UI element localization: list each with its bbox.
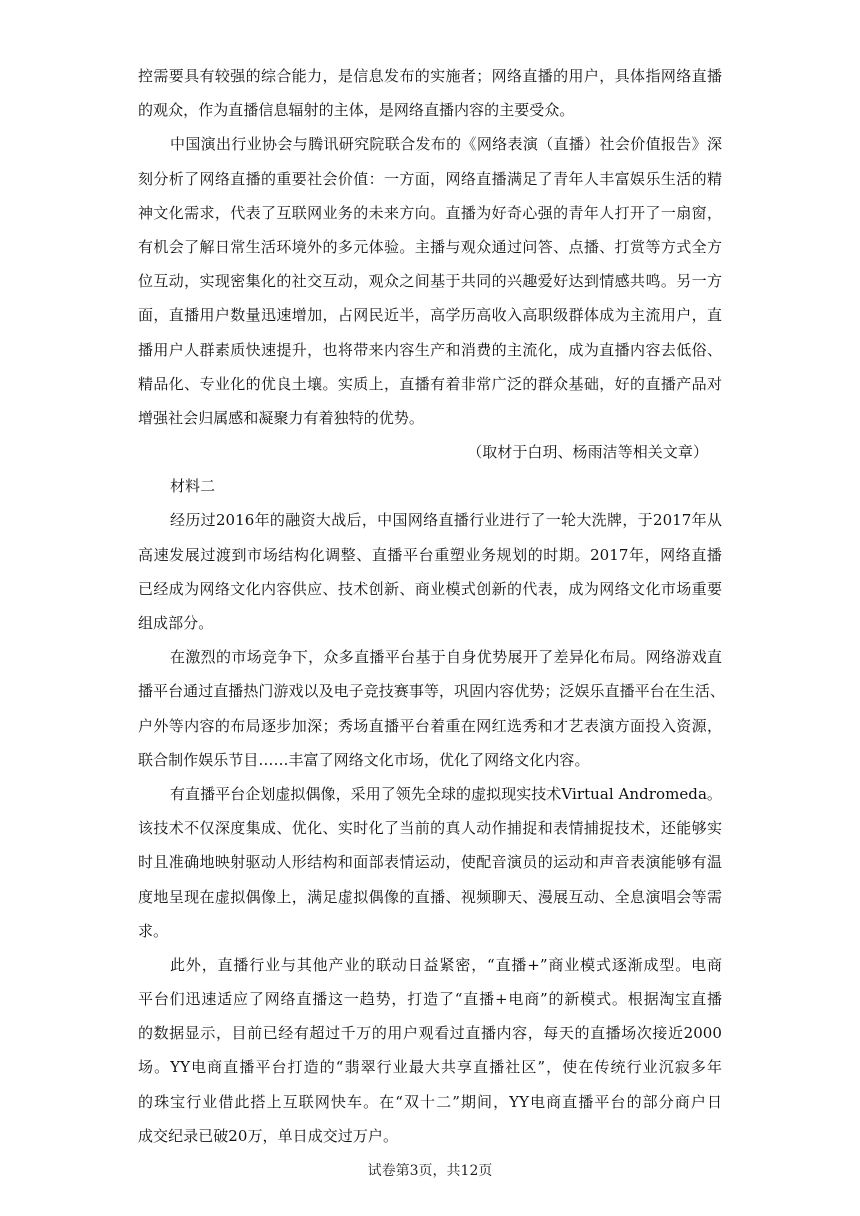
- text-line: 已经成为网络文化内容供应、技术创新、商业模式创新的代表，成为网络文化市场重要: [138, 579, 722, 598]
- text-line: 成交纪录已破20万，单日成交过万户。: [138, 1126, 398, 1145]
- text-line: 精品化、专业化的优良土壤。实质上，直播有着非常广泛的群众基础，好的直播产品对: [138, 374, 722, 393]
- text-line: 有直播平台企划虚拟偶像，采用了领先全球的虚拟现实技术Virtual Andromeda。: [170, 784, 722, 803]
- section-heading: 材料二: [170, 477, 216, 496]
- text-line: 刻分析了网络直播的重要社会价值：一方面，网络直播满足了青年人丰富娱乐生活的精: [138, 169, 722, 188]
- text-line: 播平台通过直播热门游戏以及电子竞技赛事等，巩固内容优势；泛娱乐直播平台在生活、: [138, 682, 725, 701]
- text-line: 神文化需求，代表了互联网业务的未来方向。直播为好奇心强的青年人打开了一扇窗，: [138, 203, 722, 222]
- text-line: 户外等内容的布局逐步加深；秀场直播平台着重在网红选秀和才艺表演方面投入资源，: [138, 716, 722, 735]
- page-footer: 试卷第3页，共12页: [367, 1163, 493, 1179]
- text-line: 该技术不仅深度集成、优化、实时化了当前的真人动作捕捉和表情捕捉技术，还能够实: [138, 819, 722, 838]
- text-line: 面，直播用户数量迅速增加，占网民近半，高学历高收入高职级群体成为主流用户，直: [138, 306, 722, 325]
- text-line: 场。YY电商直播平台打造的“翡翠行业最大共享直播社区”，使在传统行业沉寂多年: [138, 1058, 722, 1077]
- text-line: 度地呈现在虚拟偶像上，满足虚拟偶像的直播、视频聊天、漫展互动、全息演唱会等需: [138, 887, 722, 906]
- text-line: 控需要具有较强的综合能力，是信息发布的实施者；网络直播的用户，具体指网络直播: [138, 67, 722, 85]
- text-line: 此外，直播行业与其他产业的联动日益紧密，“直播+”商业模式逐渐成型。电商: [170, 955, 722, 974]
- text-line: 有机会了解日常生活环境外的多元体验。主播与观众通过问答、点播、打赏等方式全方: [138, 237, 722, 256]
- text-line: 在激烈的市场竞争下，众多直播平台基于自身优势展开了差异化布局。网络游戏直: [170, 648, 722, 667]
- document-body: [138, 66, 725, 1160]
- text-line: 平台们迅速适应了网络直播这一趋势，打造了“直播+电商”的新模式。根据淘宝直播: [138, 990, 722, 1009]
- text-line: 联合制作娱乐节目……丰富了网络文化市场，优化了网络文化内容。: [138, 750, 590, 769]
- text-line: 增强社会归属感和凝聚力有着独特的优势。: [138, 408, 424, 427]
- text-line: 的数据显示，目前已经有超过千万的用户观看过直播内容，每天的直播场次接近2000: [138, 1024, 722, 1043]
- text-line: 中国演出行业协会与腾讯研究院联合发布的《网络表演（直播）社会价值报告》深: [170, 135, 722, 154]
- source-attribution: （取材于白玥、杨雨洁等相关文章）: [467, 443, 708, 462]
- text-line: 经历过2016年的融资大战后，中国网络直播行业进行了一轮大洗牌，于2017年从: [170, 511, 722, 530]
- text-line: 播用户人群素质快速提升，也将带来内容生产和消费的主流化，成为直播内容去低俗、: [138, 340, 722, 359]
- text-line: 高速发展过渡到市场结构化调整、直播平台重塑业务规划的时期。2017年，网络直播: [138, 545, 722, 564]
- text-line: 的观众，作为直播信息辐射的主体，是网络直播内容的主要受众。: [138, 101, 575, 120]
- text-line: 时且准确地映射驱动人形结构和面部表情运动，使配音演员的运动和声音表演能够有温: [138, 853, 722, 872]
- text-line: 位互动，实现密集化的社交互动，观众之间基于共同的兴趣爱好达到情感共鸣。另一方: [138, 272, 722, 291]
- text-line: 组成部分。: [138, 614, 214, 632]
- text-line: 的珠宝行业借此搭上互联网快车。在“双十二”期间，YY电商直播平台的部分商户日: [138, 1092, 722, 1111]
- text-line: 求。: [138, 921, 169, 940]
